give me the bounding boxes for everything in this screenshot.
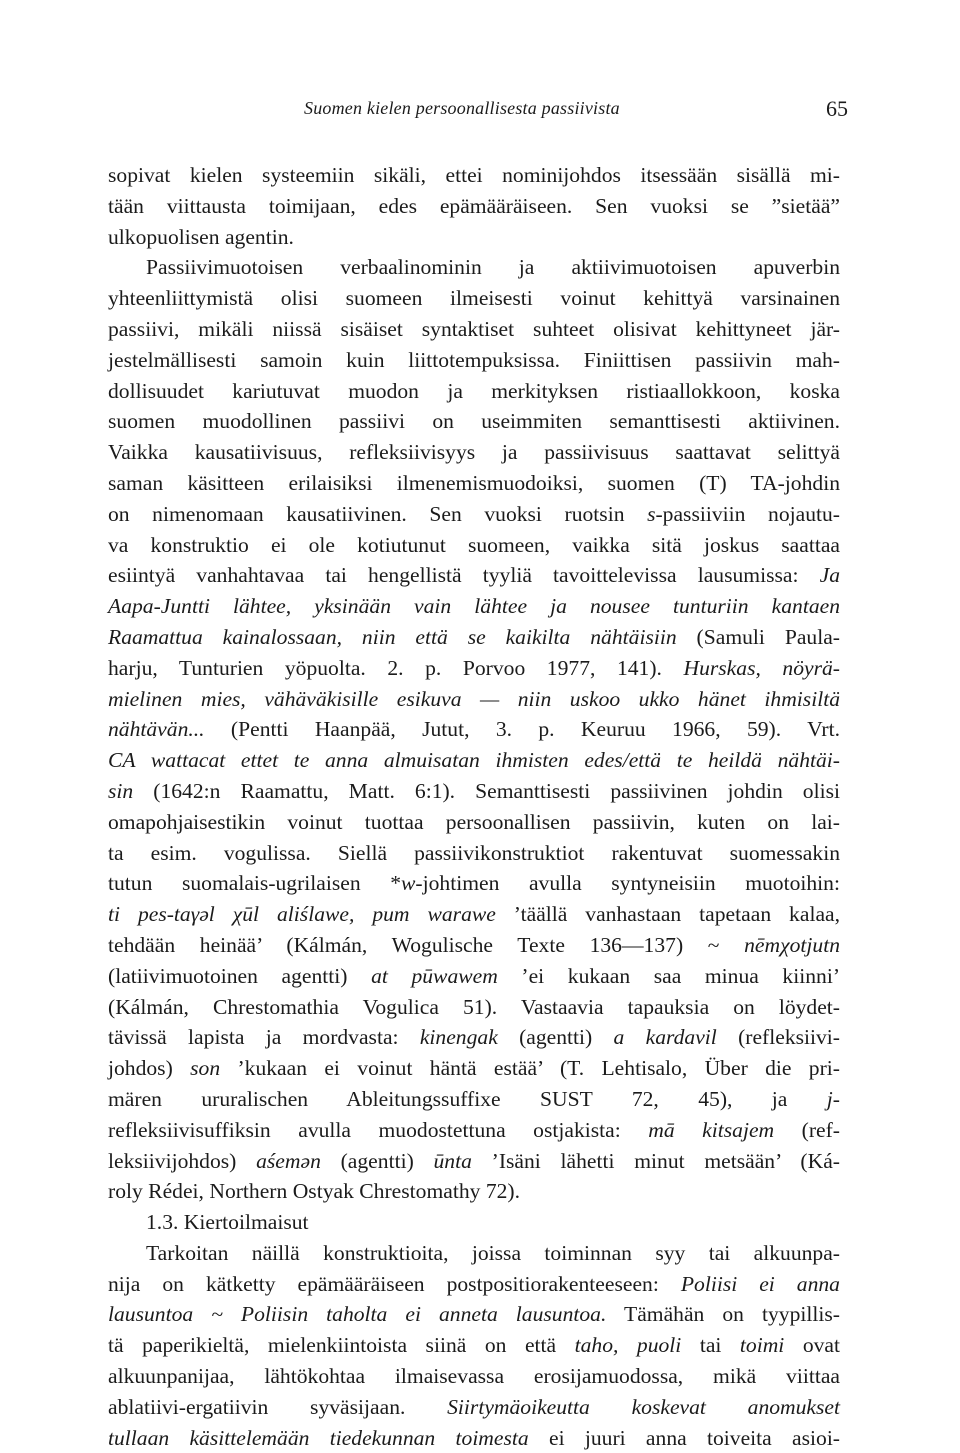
text-segment: va konstruktio ei ole kotiutunut suomeen, vaikka sitä joskus saattaa — [108, 532, 840, 557]
text-line — [108, 1330, 840, 1361]
text-segment: (Samuli Paula- — [676, 624, 840, 649]
text-line — [108, 1053, 840, 1084]
text-segment: tehdään heinää’ (Kálmán, Wogulische Texte 136—137) ~ — [108, 932, 745, 957]
text-segment: (latiivimuotoinen agentti) — [108, 963, 372, 988]
text-line — [108, 1269, 840, 1300]
text-segment: passiivi, mikäli niissä sisäiset syntaktiset suhteet olisivat kehittyneet jär- — [108, 316, 840, 341]
italic-text: taho, puoli — [574, 1333, 682, 1358]
italic-text: tullaan käsittelemään tiedekunnan toimesta — [108, 1425, 529, 1450]
italic-text: Hurskas, nöyrä- — [683, 655, 840, 680]
text-segment: mären ururalischen Ableitungssuffixe SUST 72, 45), ja — [108, 1086, 827, 1111]
text-segment: 1.3. Kiertoilmaisut — [146, 1210, 309, 1235]
running-head: Suomen kielen persoonallisesta passiivista — [304, 98, 620, 118]
text-segment: tai — [681, 1333, 740, 1358]
italic-text: w — [401, 871, 416, 896]
text-line — [108, 314, 840, 345]
italic-text: toimi — [739, 1333, 785, 1358]
italic-text: nēmχotjutn — [744, 932, 840, 957]
text-segment: (1642:n Raamattu, Matt. 6:1). Semanttisesti passiivinen johdin olisi — [133, 778, 840, 803]
text-segment: on nimenomaan kausatiivinen. Sen vuoksi ruotsin — [108, 501, 648, 526]
text-segment: -johtimen avulla syntyneisiin muotoihin: — [415, 871, 840, 896]
text-segment: dollisuudet kariutuvat muodon ja merkityksen ristiaallokkoon, koska — [108, 378, 840, 403]
text-segment: Tämähän on tyypillis- — [606, 1302, 840, 1327]
text-segment: tään viittausta toimijaan, edes epämääräiseen. Sen vuoksi se ”sietää” — [108, 193, 840, 218]
text-line — [108, 252, 840, 283]
text-line — [108, 437, 840, 468]
text-line — [108, 930, 840, 961]
italic-text: sin — [108, 778, 134, 803]
page-number: 65 — [826, 96, 848, 121]
text-segment: johdos) — [108, 1056, 191, 1081]
italic-text: s — [647, 501, 656, 526]
text-segment: (Pentti Haanpää, Jutut, 3. p. Keuruu 1966, 59). Vrt. — [204, 717, 840, 742]
text-line — [108, 1084, 840, 1115]
text-segment: Vaikka kausatiivisuus, refleksiivisyys ja passiivisuus saattavat selittyä — [108, 440, 840, 465]
text-line — [108, 868, 840, 899]
text-line — [108, 684, 840, 715]
italic-text: Aapa-Juntti lähtee, yksinään vain lähtee ja nousee tunturiin kantaen — [108, 594, 840, 619]
italic-text: Ja — [819, 563, 840, 588]
text-segment: ’täällä vanhastaan tapetaan kalaa, — [495, 902, 841, 927]
text-segment: omapohjaisestikin voinut tuottaa persoonallisen passiivin, kuten on lai- — [108, 809, 840, 834]
text-segment: tävissä lapista ja mordvasta: — [108, 1025, 420, 1050]
text-segment: tutun suomalais-ugrilaisen * — [108, 871, 402, 896]
italic-text: ti pes-taγəl χūl aliślawe, pum warawe — [108, 902, 496, 927]
text-line — [108, 745, 840, 776]
text-line — [108, 1238, 840, 1269]
text-segment: (ref- — [774, 1117, 840, 1142]
text-segment: (refleksiivi- — [716, 1025, 840, 1050]
italic-text: at pūwawem — [371, 963, 498, 988]
text-line — [108, 899, 840, 930]
text-line — [108, 499, 840, 530]
text-segment: Tarkoitan näillä konstruktioita, joissa toiminnan syy tai alkuunpa- — [146, 1240, 840, 1265]
text-line — [108, 222, 840, 253]
italic-text: nähtävän... — [108, 717, 205, 742]
text-segment: jestelmällisesti samoin kuin liittotempuksissa. Finiittisen passiivin mah- — [108, 347, 840, 372]
text-segment: ’Isäni lähetti minut metsään’ (Ká- — [471, 1148, 840, 1173]
text-line — [108, 1022, 840, 1053]
text-segment: ta esim. vogulissa. Siellä passiivikonstruktiot rakentuvat suomessakin — [108, 840, 840, 865]
text-segment: yhteenliittymistä olisi suomeen ilmeisesti voinut kehittyä varsinainen — [108, 286, 840, 311]
text-segment: suomen muodollinen passiivi on useimmiten semanttisesti aktiivinen. — [108, 409, 840, 434]
page-header — [108, 96, 848, 132]
text-line — [108, 191, 840, 222]
text-line — [108, 1146, 840, 1177]
text-line — [108, 714, 840, 745]
text-segment: Passiivimuotoisen verbaalinominin ja aktiivimuotoisen apuverbin — [146, 255, 840, 280]
italic-text: j — [826, 1086, 833, 1111]
text-segment: - — [832, 1086, 840, 1111]
text-segment: (agentti) — [320, 1148, 434, 1173]
text-line — [108, 1176, 840, 1207]
text-line — [108, 160, 840, 191]
text-line — [108, 1207, 840, 1238]
text-line — [108, 376, 840, 407]
text-segment: sopivat kielen systeemiin sikäli, ettei nominijohdos itsessään sisällä mi- — [108, 163, 840, 187]
text-segment: saman käsitteen erilaisiksi ilmenemismuodoiksi, suomen (T) TA-johdin — [108, 470, 840, 495]
text-segment: -passiiviin nojautu- — [655, 501, 840, 526]
text-line — [108, 961, 840, 992]
text-segment: ’ei kukaan saa minua kiinni’ — [497, 963, 841, 988]
text-line — [108, 560, 840, 591]
text-segment: nija on kätketty epämääräiseen postpositiorakenteeseen: — [108, 1271, 681, 1296]
italic-text: mā kitsajem — [648, 1117, 775, 1142]
text-line — [108, 776, 840, 807]
italic-text: aśemən — [256, 1148, 321, 1173]
text-line — [108, 345, 840, 376]
text-line — [108, 838, 840, 869]
italic-text: son — [190, 1056, 221, 1081]
text-line — [108, 591, 840, 622]
text-line — [108, 1361, 840, 1392]
text-segment: ei juuri anna toiveita asioi- — [528, 1425, 841, 1450]
text-segment: alkuunpanijaa, lähtökohtaa ilmaisevassa erosijamuodossa, mikä viittaa — [108, 1364, 840, 1389]
text-segment: ’kukaan ei voinut häntä estää’ (T. Lehtisalo, Über die pri- — [220, 1056, 840, 1081]
text-line — [108, 992, 840, 1023]
italic-text: kinengak — [419, 1025, 498, 1050]
body-text — [108, 160, 840, 1453]
text-segment: ulkopuolisen agentin. — [108, 224, 294, 249]
text-line — [108, 406, 840, 437]
italic-text: Raamattua kainalossaan, niin että se kaikilta nähtäisiin — [108, 624, 677, 649]
italic-text: ūnta — [433, 1148, 472, 1173]
text-line — [108, 653, 840, 684]
text-line — [108, 283, 840, 314]
text-line — [108, 622, 840, 653]
italic-text: CA wattacat ettet te anna almuisatan ihmisten edes/että te heildä nähtäi- — [108, 748, 840, 773]
text-segment: refleksiivisuffiksin avulla muodostettuna ostjakista: — [108, 1117, 649, 1142]
text-segment: leksiivijohdos) — [108, 1148, 257, 1173]
text-line — [108, 530, 840, 561]
text-segment: esiintyä vanhahtavaa tai hengellistä tyyliä tavoittelevissa lausumissa: — [108, 563, 820, 588]
text-segment: (Kálmán, Chrestomathia Vogulica 51). Vastaavia tapauksia on löydet- — [108, 994, 840, 1019]
text-line — [108, 468, 840, 499]
text-line — [108, 1299, 840, 1330]
text-line — [108, 1115, 840, 1146]
text-line — [108, 1423, 840, 1453]
italic-text: a kardavil — [613, 1025, 717, 1050]
text-segment: roly Rédei, Northern Ostyak Chrestomathy 72). — [108, 1179, 520, 1204]
text-segment: tä paperikieltä, mielenkiintoista siinä on että — [108, 1333, 575, 1358]
text-segment: ovat — [784, 1333, 840, 1358]
text-segment: (agentti) — [497, 1025, 614, 1050]
text-segment: ablatiivi-ergatiivin syväsijaan. — [108, 1394, 448, 1419]
italic-text: lausuntoa ~ Poliisin taholta ei anneta lausuntoa. — [108, 1302, 607, 1327]
text-line — [108, 807, 840, 838]
italic-text: Poliisi ei anna — [680, 1271, 840, 1296]
italic-text: Siirtymäoikeutta koskevat anomukset — [447, 1394, 841, 1419]
italic-text: mielinen mies, vähäväkisille esikuva — niin uskoo ukko hänet ihmisiltä — [108, 686, 840, 711]
text-segment: harju, Tunturien yöpuolta. 2. p. Porvoo 1977, 141). — [108, 655, 684, 680]
text-line — [108, 1392, 840, 1423]
